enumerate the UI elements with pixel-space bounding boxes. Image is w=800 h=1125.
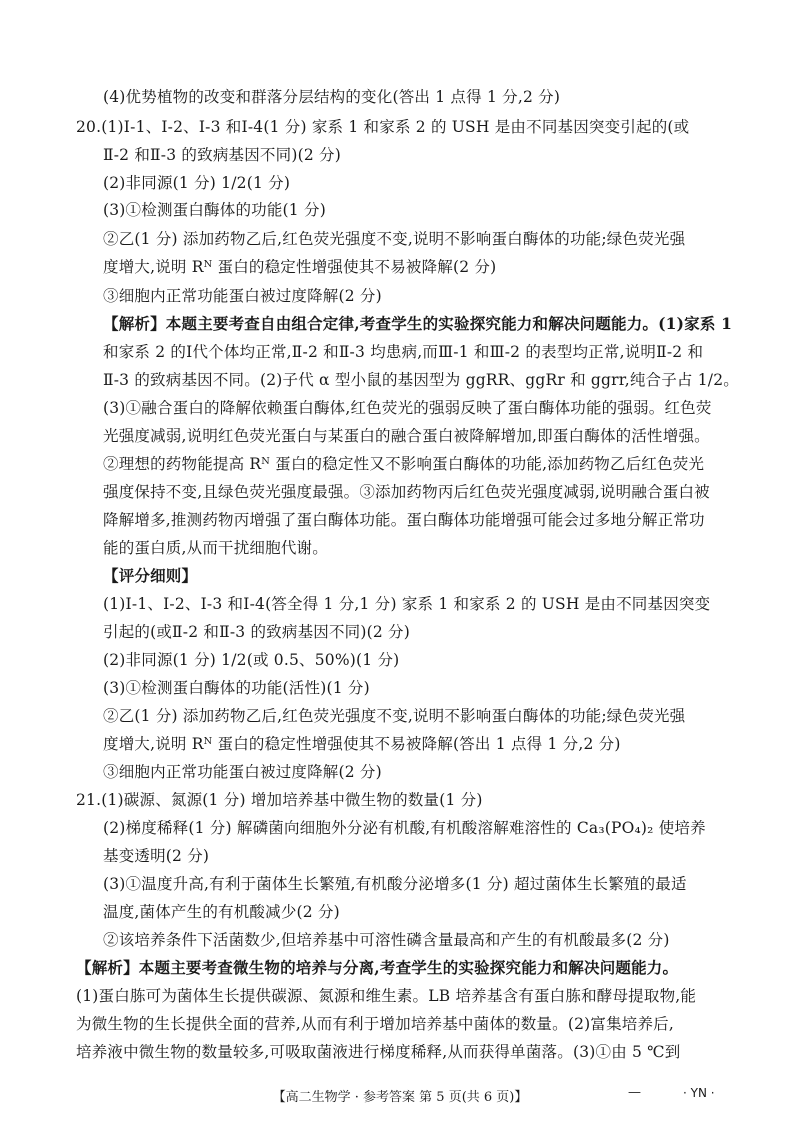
text-line: (2)非同源(1 分) 1/2(或 0.5、50%)(1 分) bbox=[103, 651, 400, 669]
text-line: ③细胞内正常功能蛋白被过度降解(2 分) bbox=[103, 287, 382, 305]
text-line: 能的蛋白质,从而干扰细胞代谢。 bbox=[103, 539, 328, 557]
text-line: (1)Ⅰ-1、Ⅰ-2、Ⅰ-3 和Ⅰ-4(答全得 1 分,1 分) 家系 1 和家系 2 的 USH 是由不同基因突变 bbox=[103, 595, 711, 613]
text-line: (3)①融合蛋白的降解依赖蛋白酶体,红色荧光的强弱反映了蛋白酶体功能的强弱。红色荧 bbox=[103, 399, 712, 417]
text-line: ②该培养条件下活菌数少,但培养基中可溶性磷含量最高和产生的有机酸最多(2 分) bbox=[103, 931, 670, 949]
text-line: (2)梯度稀释(1 分) 解磷菌向细胞外分泌有机酸,有机酸溶解难溶性的 Ca₃(PO₄)₂ 使培养 bbox=[103, 819, 706, 837]
text-line: ②乙(1 分) 添加药物乙后,红色荧光强度不变,说明不影响蛋白酶体的功能;绿色荧光强 bbox=[103, 230, 686, 248]
text-line: 【解析】本题主要考查自由组合定律,考查学生的实验探究能力和解决问题能力。(1)家系 1 bbox=[103, 314, 733, 333]
text-line: (3)①检测蛋白酶体的功能(1 分) bbox=[103, 201, 326, 219]
text-line: Ⅱ-3 的致病基因不同。(2)子代 α 型小鼠的基因型为 ggRR、ggRr 和 ggrr,纯合子占 1/2。 bbox=[103, 371, 739, 389]
text-line: 20.(1)Ⅰ-1、Ⅰ-2、Ⅰ-3 和Ⅰ-4(1 分) 家系 1 和家系 2 的 USH 是由不同基因突变引起的(或 bbox=[76, 118, 690, 136]
text-line: 光强度减弱,说明红色荧光蛋白与某蛋白的融合蛋白被降解增加,即蛋白酶体的活性增强。 bbox=[103, 427, 710, 445]
text-line: (1)蛋白胨可为菌体生长提供碳源、氮源和维生素。LB 培养基含有蛋白胨和酵母提取物,能 bbox=[76, 987, 697, 1005]
text-line: 和家系 2 的Ⅰ代个体均正常,Ⅱ-2 和Ⅱ-3 均患病,而Ⅲ-1 和Ⅲ-2 的表型均正常,说明Ⅱ-2 和 bbox=[103, 343, 704, 361]
text-line: ③细胞内正常功能蛋白被过度降解(2 分) bbox=[103, 763, 382, 781]
text-line: 温度,菌体产生的有机酸减少(2 分) bbox=[103, 903, 340, 921]
text-line: (3)①检测蛋白酶体的功能(活性)(1 分) bbox=[103, 679, 370, 697]
text-line: 为微生物的生长提供全面的营养,从而有利于增加培养基中菌体的数量。(2)富集培养后, bbox=[76, 1015, 675, 1033]
text-line: 度增大,说明 Rᴺ 蛋白的稳定性增强使其不易被降解(2 分) bbox=[103, 258, 497, 276]
text-line: ②理想的药物能提高 Rᴺ 蛋白的稳定性又不影响蛋白酶体的功能,添加药物乙后红色荧光 bbox=[103, 455, 705, 473]
page-footer bbox=[0, 1083, 800, 1109]
footer-dash: — bbox=[628, 1085, 641, 1100]
text-line: 降解增多,推测药物丙增强了蛋白酶体功能。蛋白酶体功能增强可能会过多地分解正常功 bbox=[103, 511, 705, 529]
text-line: (4)优势植物的改变和群落分层结构的变化(答出 1 点得 1 分,2 分) bbox=[103, 88, 561, 106]
text-line: 21.(1)碳源、氮源(1 分) 增加培养基中微生物的数量(1 分) bbox=[76, 791, 483, 809]
text-line: 引起的(或Ⅱ-2 和Ⅱ-3 的致病基因不同)(2 分) bbox=[103, 623, 411, 641]
text-line: 【解析】本题主要考查微生物的培养与分离,考查学生的实验探究能力和解决问题能力。 bbox=[76, 958, 679, 977]
text-line: 度增大,说明 Rᴺ 蛋白的稳定性增强使其不易被降解(答出 1 点得 1 分,2 分) bbox=[103, 735, 621, 753]
text-line: (3)①温度升高,有利于菌体生长繁殖,有机酸分泌增多(1 分) 超过菌体生长繁殖的最适 bbox=[103, 875, 687, 893]
text-line: 培养液中微生物的数量较多,可吸取菌液进行梯度稀释,从而获得单菌落。(3)①由 5 ℃到 bbox=[76, 1043, 681, 1061]
text-line: 强度保持不变,且绿色荧光强度最强。③添加药物丙后红色荧光强度减弱,说明融合蛋白被 bbox=[103, 483, 710, 501]
text-line: ②乙(1 分) 添加药物乙后,红色荧光强度不变,说明不影响蛋白酶体的功能;绿色荧光强 bbox=[103, 707, 686, 725]
footer-page-info: 【高二生物学 · 参考答案 第 5 页(共 6 页)】 bbox=[272, 1090, 528, 1105]
text-line: Ⅱ-2 和Ⅱ-3 的致病基因不同)(2 分) bbox=[103, 146, 341, 164]
text-line: (2)非同源(1 分) 1/2(1 分) bbox=[103, 174, 291, 192]
footer-code: · YN · bbox=[683, 1086, 715, 1100]
text-line: 【评分细则】 bbox=[103, 566, 198, 585]
text-line: 基变透明(2 分) bbox=[103, 847, 210, 865]
